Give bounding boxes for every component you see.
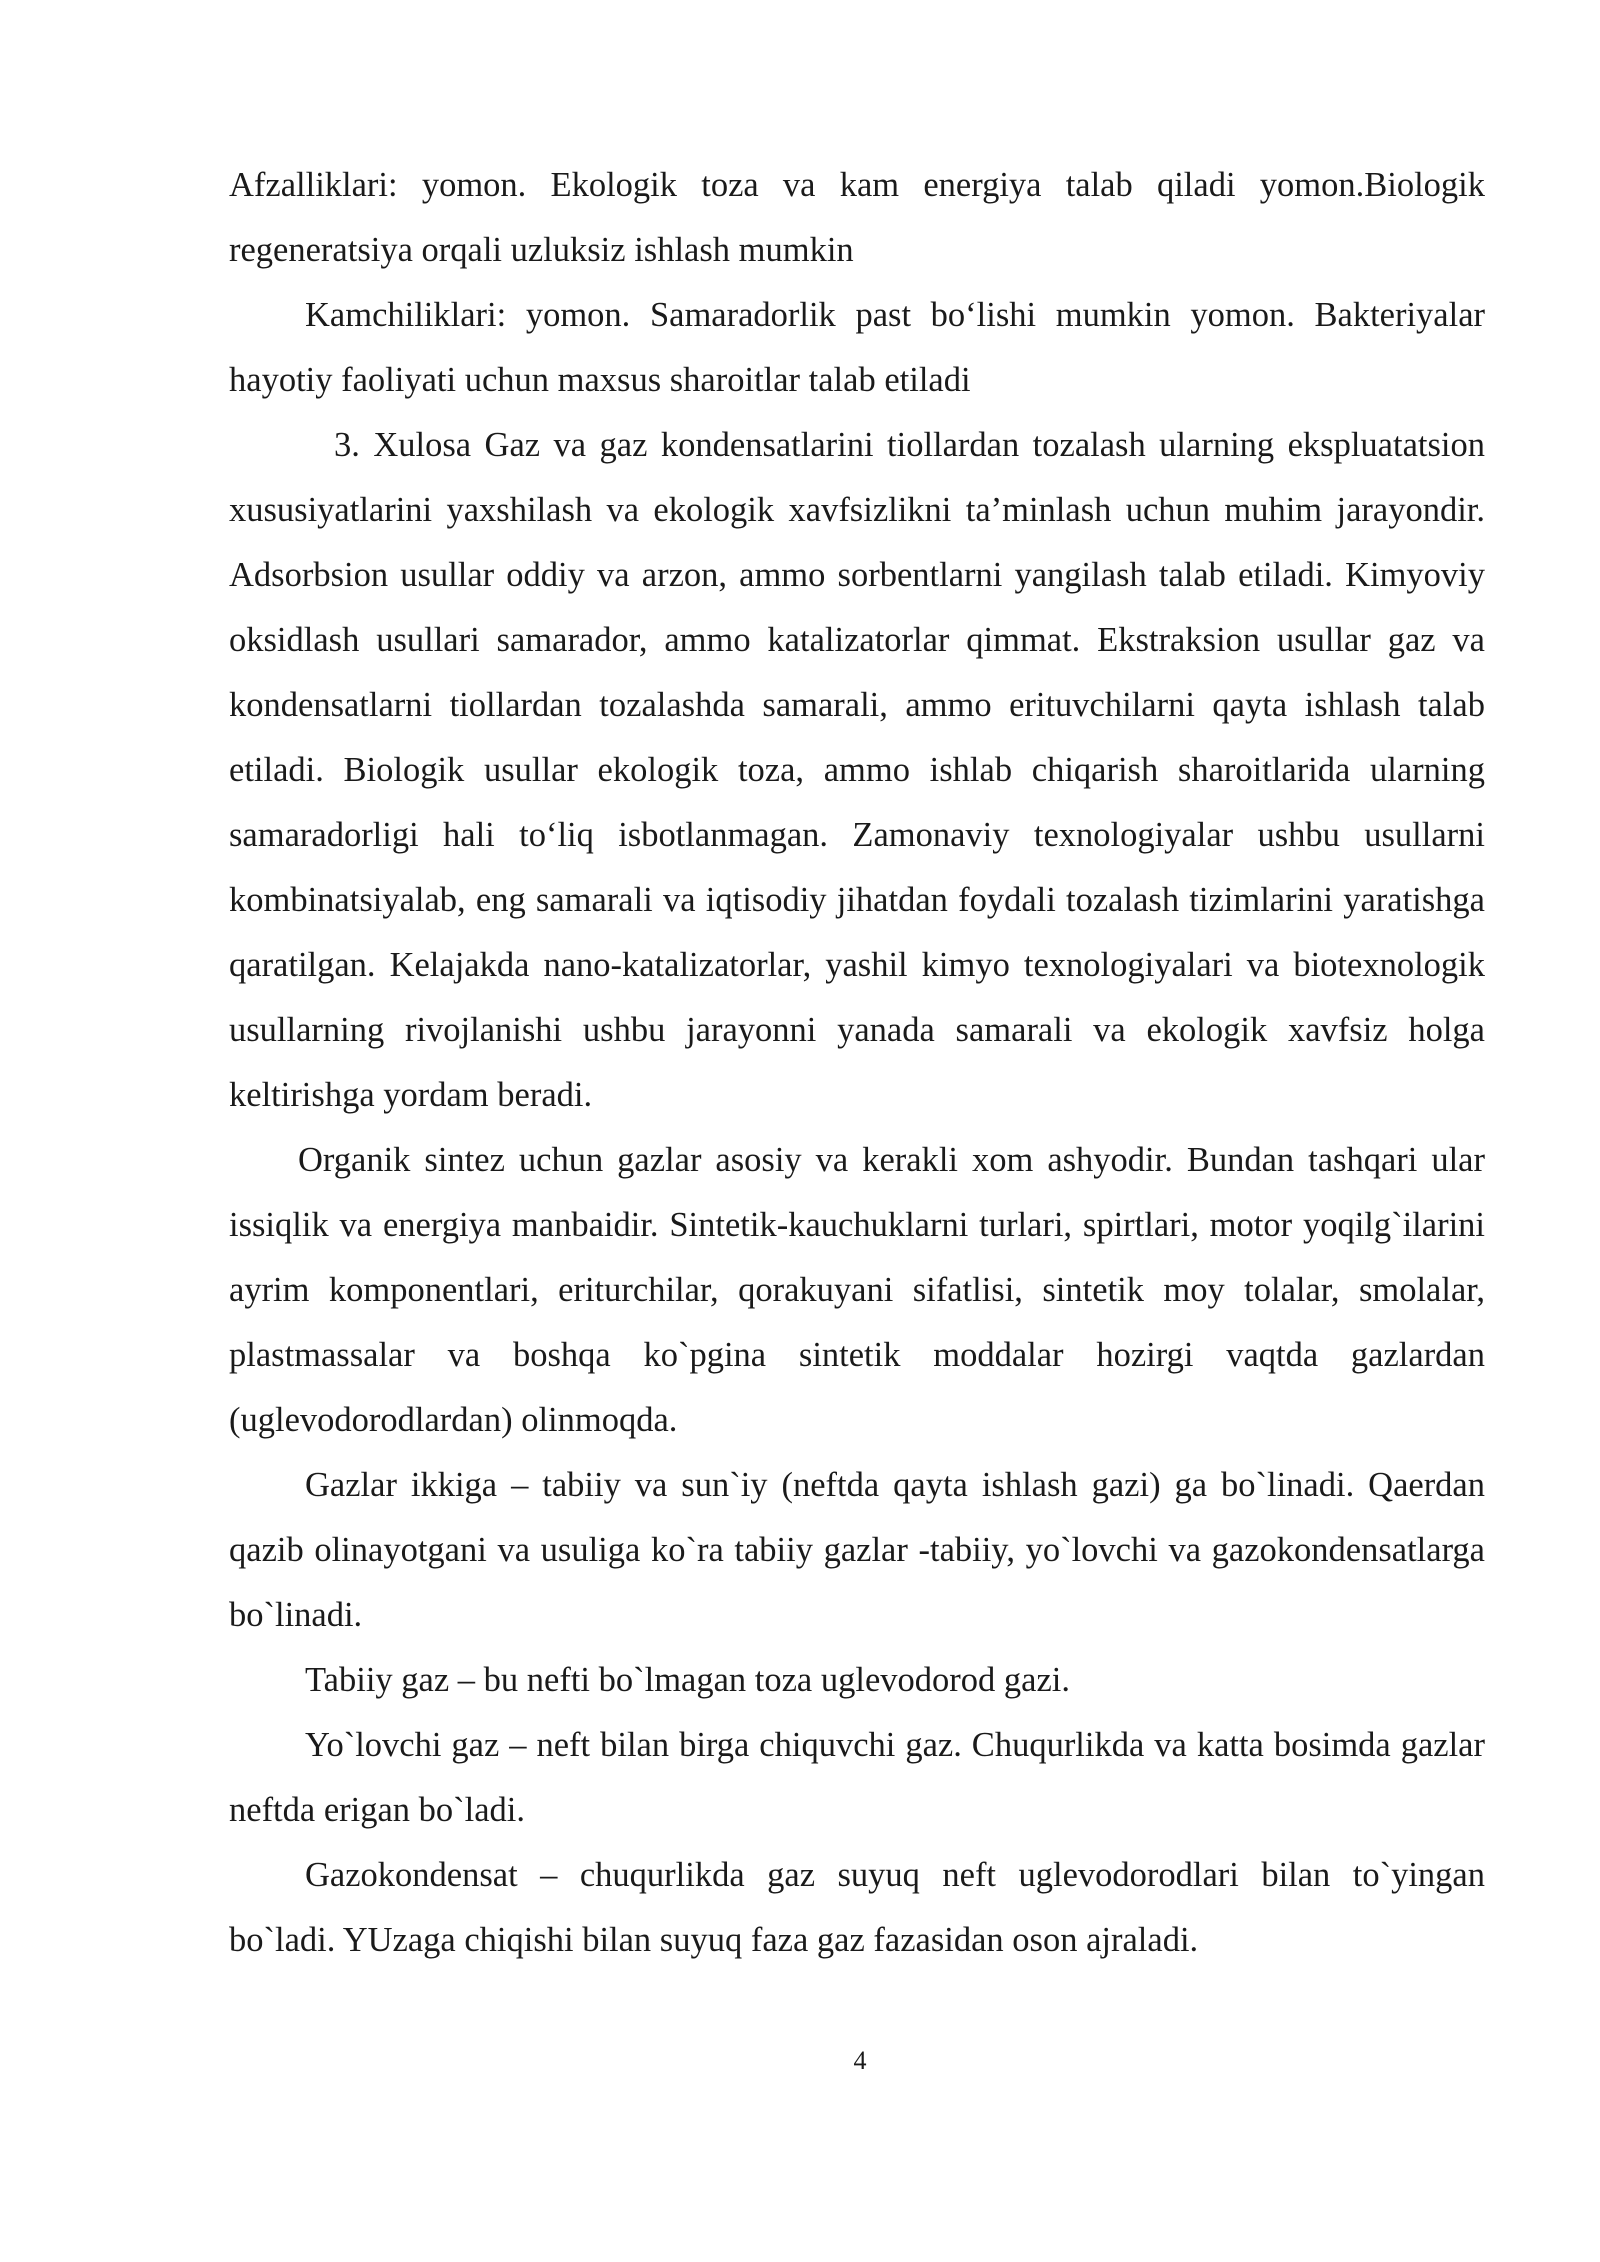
paragraph-gas-condensate: Gazokondensat – chuqurlikda gaz suyuq neft uglevodorodlari bilan to`yingan bo`ladi. YUzaga chiqishi bilan suyuq faza gaz fazasidan oson ajraladi.: [229, 1856, 1485, 1959]
paragraph-associated-gas: Yo`lovchi gaz – neft bilan birga chiquvchi gaz. Chuqurlikda va katta bosimda gazlar neftda erigan bo`ladi.: [229, 1726, 1485, 1829]
paragraph-disadvantages: Kamchiliklari: yomon. Samaradorlik past bo‘lishi mumkin yomon. Bakteriyalar hayotiy faoliyati uchun maxsus sharoitlar talab etiladi: [229, 296, 1485, 399]
paragraph-conclusion: 3. Xulosa Gaz va gaz kondensatlarini tiollardan tozalash ularning ekspluatatsion xususiyatlarini yaxshilash va ekologik xavfsizlikni ta’minlash uchun muhim jarayondir. Adsorbsion usullar oddiy va arzon, ammo sorbentlarni yangilash talab etiladi. Kimyoviy oksidlash usullari samarador, ammo katalizatorlar qimmat. Ekstraksion usullar gaz va kondensatlarni tiollardan tozalashda samarali, ammo erituvchilarni qayta ishlash talab etiladi. Biologik usullar ekologik toza, ammo ishlab chiqarish sharoitlarida ularning samaradorligi hali to‘liq isbotlanmagan. Zamonaviy texnologiyalar ushbu usullarni kombinatsiyalab, eng samarali va iqtisodiy jihatdan foydali tozalash tizimlarini yaratishga qaratilgan. Kelajakda nano-katalizatorlar, yashil kimyo texnologiyalari va biotexnologik usullarning rivojlanishi ushbu jarayonni yanada samarali va ekologik xavfsiz holga keltirishga yordam beradi.: [229, 426, 1485, 1114]
paragraph-natural-gas: Tabiiy gaz – bu nefti bo`lmagan toza uglevodorod gazi.: [305, 1661, 1070, 1699]
document-body: [229, 153, 1485, 1973]
paragraph-advantages: Afzalliklari: yomon. Ekologik toza va kam energiya talab qiladi yomon.Biologik regeneratsiya orqali uzluksiz ishlash mumkin: [229, 166, 1485, 269]
paragraph-organic-synthesis: Organik sintez uchun gazlar asosiy va kerakli xom ashyodir. Bundan tashqari ular issiqlik va energiya manbaidir. Sintetik-kauchuklarni turlari, spirtlari, motor yoqilg`ilarini ayrim komponentlari, eriturchilar, qorakuyani sifatlisi, sintetik moy tolalar, smolalar, plastmassalar va boshqa ko`pgina sintetik moddalar hozirgi vaqtda gazlardan (uglevodorodlardan) olinmoqda.: [229, 1141, 1485, 1439]
page-number: 4: [853, 2046, 867, 2075]
paragraph-gas-types: Gazlar ikkiga – tabiiy va sun`iy (neftda qayta ishlash gazi) ga bo`linadi. Qaerdan qazib olinayotgani va usuliga ko`ra tabiiy gazlar -tabiiy, yo`lovchi va gazokondensatlarga bo`linadi.: [229, 1466, 1485, 1634]
